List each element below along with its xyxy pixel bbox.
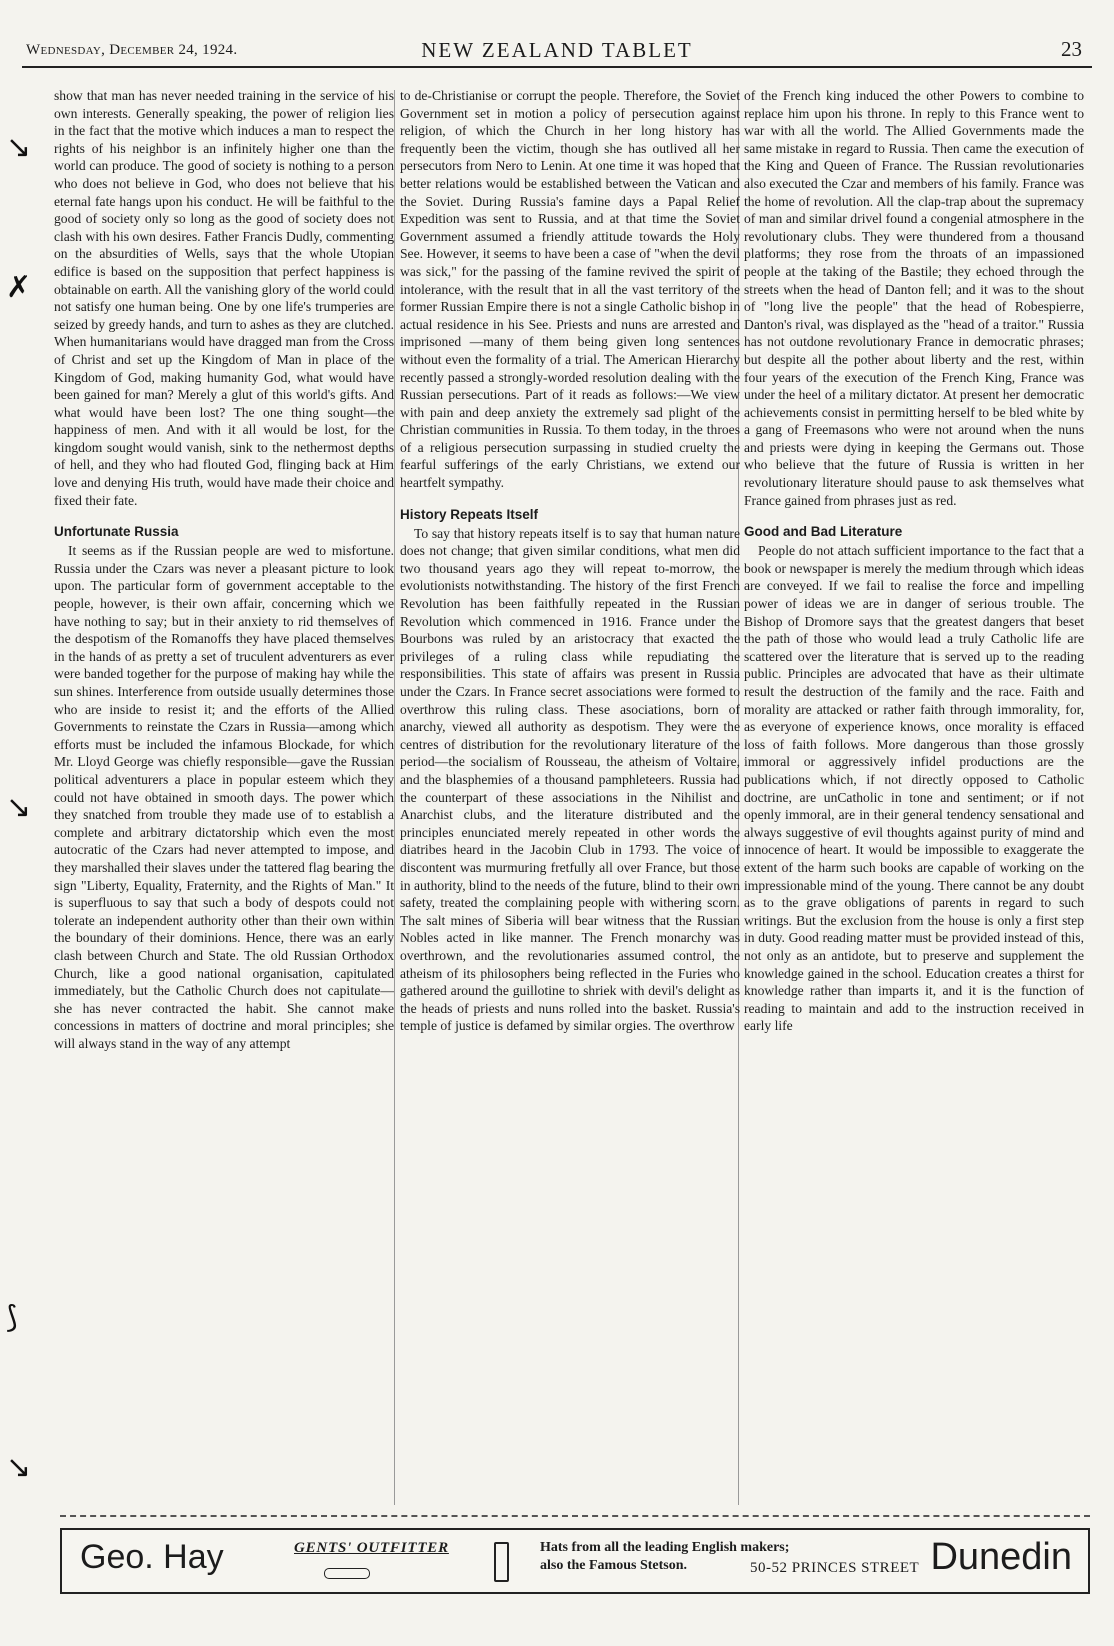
advert-city: Dunedin [930, 1536, 1072, 1578]
article-paragraph: of the French king induced the other Powers to combine to replace him upon his throne. In reply to this France went to war with all the world. The Allied Governments made the same mistake in regard to Russia. Then came the execution of the King and Queen of France. The Russian revolutionaries also executed the Czar and members of his family. France was the home of revolution. All the clap-trap about the supremacy of man and similar drivel found a congenial atmosphere in the revolutionary clubs. They were thundered from a thousand platforms; they rose from the throats of an impassioned people at the taking of the Bastile; they echoed through the streets when the head of Danton fell; and it was to the shout of "long live the people" that the head of Robespierre, Danton's rival, was displayed as the "head of a traitor." Russia has not outdone revolutionary France in democratic phrases; but despite all the pother about liberty and the rest, within four years of the execution of the French King, France was under the heel of a military dictator. At present her democratic achievements consist in permitting herself to be bled white by a gang of Freemasons who were not around when the nuns and priests were dying in keeping the Germans out. Those who believe that the future of Russia is written in her revolutionary literature should pause to ask themselves what France gained from phrases just as red. [744, 88, 1084, 508]
article-paragraph: It seems as if the Russian people are wed to misfortune. Russia under the Czars was never a pleasant picture to look upon. The particular form of government acceptable to the people, however, is their own affair, concerning which we have nothing to say; but in their anxiety to rid themselves of the despotism of the Romanoffs they have placed themselves in the hands of as pretty a set of truculent adventurers as ever were banded together for the purpose of making hay while the sun shines. Interference from outside usually determines those who are inside to resist it; and the efforts of the Allied Governments to reinstate the Czars in Russia—among which efforts must be included the infamous Blockade, for which Mr. Lloyd George was chiefly responsible—gave the Russian political adventurers a place in popular esteem which they could not have obtained in smooth days. The power which they snatched from trouble they made use of to establish a complete and arbitrary dictatorship which even the most autocratic of the Czars had never attempted to impose, and they marshalled their slaves under the tattered flag bearing the sign "Liberty, Equality, Fraternity, and the Rights of Man." It is superfluous to say that such a body of despots could not tolerate an independent authority other than their own within the boundary of their dominions. Hence, there was an early clash between Church and State. The old Russian Orthodox Church, like a good national organisation, capitulated immediately, but the Catholic Church does not capitulate—she has never contracted the habit. She cannot make concessions in matters of doctrine and moral principles; she will always stand in the way of any attempt [54, 543, 394, 1051]
margin-pencil-mark: ⟆ [6, 1300, 18, 1335]
section-heading: Good and Bad Literature [744, 524, 903, 540]
article-paragraph: People do not attach sufficient importance to the fact that a book or newspaper is merely the medium through which ideas are conveyed. If we fail to realise the force and impelling power of ideas we are in danger of serious trouble. The Bishop of Dromore says that the greatest dangers that beset the path of those who would lead a truly Catholic life are scattered over the literature that is served up to the reading public. Principles are advocated that have as their ultimate result the destruction of the family and the race. Faith and morality are attacked or rather faith through immorality, for, as everyone of experience knows, once morality is effaced loss of faith follows. More dangerous than those grossly immoral or aggressively infidel productions are the publications which, if not directly opposed to Catholic doctrine, are unCatholic in tone and sentiment; or if not openly immoral, are in their general tendency sensational and always suggestive of evil thoughts against purity of mind and innocence of heart. It would be impossible to exaggerate the extent of the harm such books are capable of working on the impressionable mind of the young. There cannot be any doubt as to the grave obligations of parents in regard to such writings. But the exclusion from the house is only a first step in duty. Good reading matter must be provided instead of this, not only as an antidote, but to preserve and supplement the knowledge gained in the school. Education creates a thirst for knowledge rather than imparts it, and it is the function of reading to maintain and add to the instruction received in early life [744, 543, 1084, 1034]
margin-pencil-mark: ↘ [6, 1450, 32, 1485]
article-column-1 [54, 87, 394, 1509]
advertisement-box [60, 1528, 1090, 1594]
masthead-rule [22, 66, 1092, 68]
masthead [22, 36, 1092, 64]
article-column-3 [744, 87, 1084, 1509]
article-paragraph: show that man has never needed training in the service of his own interests. Generally speaking, the power of religion lies in the fact that the motive which induces a man to respect the rights of his neighbor is an infinitely higher one than the world can produce. The good of society is nothing to a person who does not believe in God, who does not believe that his eternal fate hangs upon his conduct. He will be faithful to the good of society only so long as the good of society does not clash with his own desires. Father Francis Dudly, commenting on the absurdities of Wells, says that the whole Utopian edifice is based on the supposition that perfect happiness is obtainable on earth. All the vanishing glory of the world could not satisfy one human being. One by one life's trumperies are seized by greedy hands, and turn to ashes as they are clutched. When humanitarians would have dragged man from the Cross of Christ and set up the Kingdom of Man in place of the Kingdom of God, making humanity God, what would have been gained for man? Merely a glut of this world's gifts. And what would have been lost? The one thing sought—the happiness of men. And with it all would be lost, for the kingdom sought would vanish, sink to the nethermost depths of hell, and they who had flouted God, flinging back at Him love and denying His truth, would have made their choice and fixed their fate. [54, 88, 394, 508]
advert-address: 50-52 PRINCES STREET [750, 1560, 920, 1576]
newspaper-title: NEW ZEALAND TABLET [421, 38, 693, 62]
article-paragraph: To say that history repeats itself is to say that human nature does not change; that given similar conditions, what men did two thousand years ago they will repeat to-morrow, the evolutionists notwithstanding. The history of the first French Revolution has been faithfully repeated in the Russian Revolution which commenced in 1916. France under the Bourbons was ruled by an aristocracy that exacted the privileges of a ruling class while repudiating the responsibilities. This state of affairs was present in Russia under the Czars. In France secret associations were formed to overthrow this ruling class. These asociations, born of anarchy, viewed all authority as despotism. They were the centres of distribution for the revolutionary literature of the period—the socialism of Rousseau, the atheism of Voltaire, and the blasphemies of a thousand pamphleteers. Russia had the counterpart of these associations in the Nihilist and Anarchist clubs, and the literature distributed and the principles enunciated merely repeated in other words the diatribes heard in the Jacobin Club in 1793. The voice of discontent was murmuring fretfully all over France, but those in authority, blind to the needs of the future, blind to their own safety, treated the complaining people with withering scorn. The salt mines of Siberia will bear witness that the Russian Nobles acted in like manner. The French monarchy was overthrown, and the revolutionaries assumed control, the atheism of its philosophers being reflected in the Furies who gathered around the guillotine to shriek with devil's delight as the heads of priests and nuns rolled into the basket. Russia's temple of justice is defamed by similar orgies. The overthrow [400, 525, 740, 1034]
margin-pencil-mark: ✗ [6, 270, 32, 305]
margin-pencil-mark: ↘ [6, 130, 32, 165]
issue-date: Wednesday, December 24, 1924. [26, 42, 238, 58]
hat-icon [494, 1542, 509, 1582]
article-paragraph: to de-Christianise or corrupt the people. Therefore, the Soviet Government set in motion a policy of persecution against religion, of which the Church in her long history has frequently been the victim, though she has outlived all her persecutors from Nero to Lenin. At one time it was hoped that better relations would be established between the Vatican and the Soviet. During Russia's famine days a Papal Relief Expedition was sent to Russia, and at that time the Soviet Government assumed a friendly attitude towards the Holy See. However, it seems to have been a case of "when the devil was sick," for the passing of the famine revived the spirit of intolerance, with the result that in all the vast territory of the former Russian Empire there is not a single Catholic bishop in actual residence in his See. Priests and nuns are arrested and imprisoned —many of them being given long sentences without even the formality of a trial. The American Hierarchy recently passed a strongly-worded resolution dealing with the Russian persecutions. Part of it reads as follows:—We view with pain and deep anxiety the extremely sad plight of the Christian communities in Russia. To them today, in the throes of a religious persecution surpassing in studied cruelty the fearful sufferings of the early Christians, we extend our heartfelt sympathy. [400, 88, 740, 491]
section-heading: History Repeats Itself [400, 506, 539, 522]
advert-line-1: Hats from all the leading English makers; [540, 1540, 790, 1555]
advert-business-name: Geo. Hay [80, 1538, 224, 1576]
article-column-2 [400, 87, 740, 1509]
advert-line-2: also the Famous Stetson. [540, 1558, 688, 1573]
advert-rule [60, 1515, 1090, 1517]
page-number: 23 [1061, 37, 1082, 61]
margin-pencil-mark: ↘ [6, 790, 32, 825]
advert-tagline: GENTS' OUTFITTER [294, 1540, 449, 1556]
section-heading: Unfortunate Russia [54, 524, 179, 540]
column-divider [394, 90, 395, 1505]
tie-icon [324, 1568, 370, 1579]
